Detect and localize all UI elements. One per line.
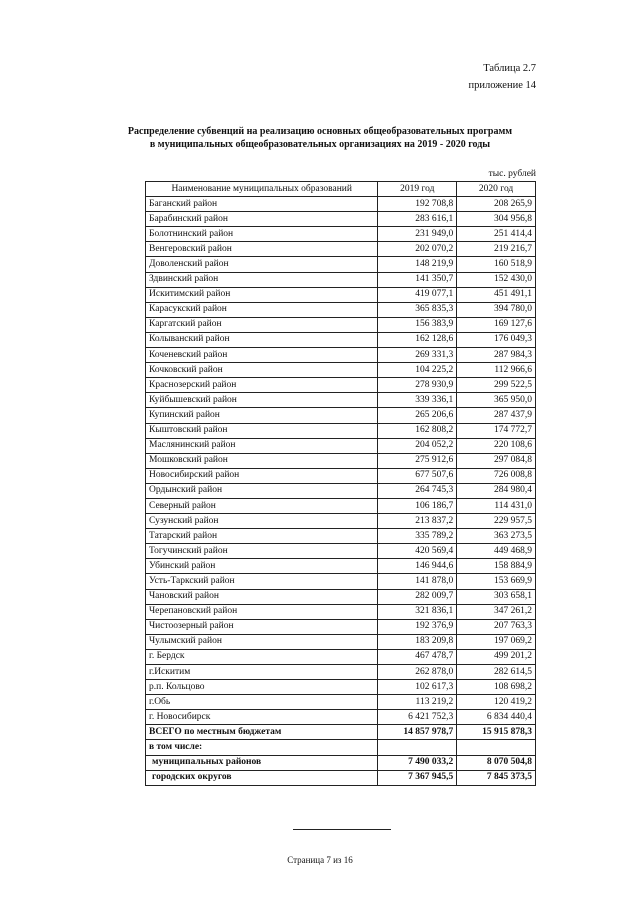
cell-name: Черепановский район (146, 604, 378, 619)
cell-2020: 114 431,0 (457, 498, 536, 513)
cell-name: Колыванский район (146, 332, 378, 347)
table-row (146, 423, 536, 438)
table-row (146, 363, 536, 378)
cell-2020: 174 772,7 (457, 423, 536, 438)
cell-name: г. Новосибирск (146, 710, 378, 725)
table-row (146, 197, 536, 212)
table-row (146, 332, 536, 347)
cell-2020: 207 763,3 (457, 619, 536, 634)
cell-name: Краснозерский район (146, 378, 378, 393)
table-row (146, 438, 536, 453)
document-title (110, 125, 530, 151)
cell-2020 (457, 740, 536, 755)
cell-2020: 153 669,9 (457, 574, 536, 589)
table-row (146, 634, 536, 649)
cell-name: Карасукский район (146, 302, 378, 317)
table-row (146, 378, 536, 393)
column-header-2020: 2020 год (457, 182, 536, 197)
cell-name: Кыштовский район (146, 423, 378, 438)
cell-2020: 282 614,5 (457, 665, 536, 680)
cell-2020: 108 698,2 (457, 680, 536, 695)
cell-2020: 6 834 440,4 (457, 710, 536, 725)
table-row (146, 272, 536, 287)
cell-2020: 197 069,2 (457, 634, 536, 649)
cell-2019: 7 367 945,5 (378, 770, 457, 785)
cell-name: Баганский район (146, 197, 378, 212)
cell-2019: 7 490 033,2 (378, 755, 457, 770)
table-row (146, 544, 536, 559)
cell-2019: 282 009,7 (378, 589, 457, 604)
page-number: Страница 7 из 16 (287, 855, 353, 865)
cell-name: Убинский район (146, 559, 378, 574)
cell-2020: 160 518,9 (457, 257, 536, 272)
cell-name: г.Искитим (146, 665, 378, 680)
cell-name: муниципальных районов (146, 755, 378, 770)
cell-name: Купинский район (146, 408, 378, 423)
table-row (146, 408, 536, 423)
table-header-row (146, 182, 536, 197)
cell-2019: 102 617,3 (378, 680, 457, 695)
cell-2020: 363 273,5 (457, 529, 536, 544)
table-row (146, 453, 536, 468)
table-row (146, 680, 536, 695)
cell-2019: 365 835,3 (378, 302, 457, 317)
cell-name: Искитимский район (146, 287, 378, 302)
cell-name: ВСЕГО по местным бюджетам (146, 725, 378, 740)
cell-2019 (378, 740, 457, 755)
cell-name: Венгеровский район (146, 242, 378, 257)
cell-name: Кочковский район (146, 363, 378, 378)
cell-2019: 202 070,2 (378, 242, 457, 257)
cell-2020: 287 984,3 (457, 348, 536, 363)
cell-2020: 120 419,2 (457, 695, 536, 710)
cell-2019: 419 077,1 (378, 287, 457, 302)
cell-2020: 208 265,9 (457, 197, 536, 212)
cell-2019: 106 186,7 (378, 498, 457, 513)
cell-name: Чановский район (146, 589, 378, 604)
cell-2019: 264 745,3 (378, 483, 457, 498)
appendix-label: приложение 14 (468, 80, 536, 91)
cell-name: г. Бердск (146, 649, 378, 664)
table-row (146, 393, 536, 408)
cell-2019: 467 478,7 (378, 649, 457, 664)
cell-2019: 6 421 752,3 (378, 710, 457, 725)
cell-name: Каргатский район (146, 317, 378, 332)
table-row (146, 619, 536, 634)
table-row (146, 257, 536, 272)
cell-2020: 251 414,4 (457, 227, 536, 242)
cell-2019: 321 836,1 (378, 604, 457, 619)
cell-2019: 262 878,0 (378, 665, 457, 680)
cell-name: Куйбышевский район (146, 393, 378, 408)
cell-name: Усть-Таркский район (146, 574, 378, 589)
cell-2020: 297 084,8 (457, 453, 536, 468)
table-row (146, 529, 536, 544)
cell-2019: 141 350,7 (378, 272, 457, 287)
cell-name: Новосибирский район (146, 468, 378, 483)
cell-2020: 229 957,5 (457, 514, 536, 529)
cell-2020: 347 261,2 (457, 604, 536, 619)
including-row (146, 740, 536, 755)
cell-2020: 394 780,0 (457, 302, 536, 317)
subtotal-row (146, 770, 536, 785)
cell-2020: 284 980,4 (457, 483, 536, 498)
cell-2020: 8 070 504,8 (457, 755, 536, 770)
table-row (146, 574, 536, 589)
total-row (146, 725, 536, 740)
cell-2019: 213 837,2 (378, 514, 457, 529)
cell-2019: 269 331,3 (378, 348, 457, 363)
cell-2019: 275 912,6 (378, 453, 457, 468)
cell-2020: 451 491,1 (457, 287, 536, 302)
cell-2019: 278 930,9 (378, 378, 457, 393)
cell-2019: 104 225,2 (378, 363, 457, 378)
subsidy-table (145, 181, 536, 786)
table-row (146, 227, 536, 242)
cell-2020: 499 201,2 (457, 649, 536, 664)
cell-name: р.п. Кольцово (146, 680, 378, 695)
table-row (146, 665, 536, 680)
cell-name: в том числе: (146, 740, 378, 755)
cell-2020: 15 915 878,3 (457, 725, 536, 740)
cell-2019: 283 616,1 (378, 212, 457, 227)
cell-2019: 677 507,6 (378, 468, 457, 483)
cell-2020: 219 216,7 (457, 242, 536, 257)
cell-2019: 14 857 978,7 (378, 725, 457, 740)
cell-name: Доволенский район (146, 257, 378, 272)
table-row (146, 514, 536, 529)
cell-2020: 303 658,1 (457, 589, 536, 604)
subtotal-row (146, 755, 536, 770)
cell-name: Чистоозерный район (146, 619, 378, 634)
cell-2019: 113 219,2 (378, 695, 457, 710)
table-row (146, 212, 536, 227)
cell-2020: 304 956,8 (457, 212, 536, 227)
cell-2019: 146 944,6 (378, 559, 457, 574)
cell-2019: 335 789,2 (378, 529, 457, 544)
footer-rule (293, 829, 391, 830)
title-line-2: в муниципальных общеобразовательных организациях на 2019 - 2020 годы (149, 139, 491, 150)
cell-2019: 192 376,9 (378, 619, 457, 634)
cell-2019: 148 219,9 (378, 257, 457, 272)
cell-2019: 231 949,0 (378, 227, 457, 242)
cell-name: Коченевский район (146, 348, 378, 363)
table-row (146, 710, 536, 725)
cell-2020: 158 884,9 (457, 559, 536, 574)
table-row (146, 302, 536, 317)
cell-2019: 162 128,6 (378, 332, 457, 347)
cell-2019: 156 383,9 (378, 317, 457, 332)
table-number: Таблица 2.7 (483, 63, 536, 74)
cell-name: городских округов (146, 770, 378, 785)
cell-2019: 204 052,2 (378, 438, 457, 453)
table-row (146, 468, 536, 483)
cell-name: Ордынский район (146, 483, 378, 498)
cell-2020: 152 430,0 (457, 272, 536, 287)
cell-name: Татарский район (146, 529, 378, 544)
cell-2020: 449 468,9 (457, 544, 536, 559)
column-header-name: Наименование муниципальных образований (146, 182, 378, 197)
cell-name: Здвинский район (146, 272, 378, 287)
table-row (146, 287, 536, 302)
cell-2020: 169 127,6 (457, 317, 536, 332)
cell-2020: 365 950,0 (457, 393, 536, 408)
units-label: тыс. рублей (488, 169, 536, 179)
cell-name: г.Обь (146, 695, 378, 710)
cell-2019: 265 206,6 (378, 408, 457, 423)
cell-2020: 7 845 373,5 (457, 770, 536, 785)
table-row (146, 589, 536, 604)
table-row (146, 604, 536, 619)
cell-name: Чулымский район (146, 634, 378, 649)
cell-name: Болотнинский район (146, 227, 378, 242)
table-row (146, 498, 536, 513)
table-row (146, 483, 536, 498)
cell-2020: 287 437,9 (457, 408, 536, 423)
cell-name: Барабинский район (146, 212, 378, 227)
cell-2020: 220 108,6 (457, 438, 536, 453)
table-row (146, 559, 536, 574)
cell-2020: 299 522,5 (457, 378, 536, 393)
cell-2019: 162 808,2 (378, 423, 457, 438)
table-row (146, 695, 536, 710)
table-body (146, 197, 536, 786)
cell-2019: 192 708,8 (378, 197, 457, 212)
table-row (146, 649, 536, 664)
cell-2020: 112 966,6 (457, 363, 536, 378)
cell-name: Сузунский район (146, 514, 378, 529)
cell-name: Маслянинский район (146, 438, 378, 453)
cell-2019: 141 878,0 (378, 574, 457, 589)
cell-2019: 339 336,1 (378, 393, 457, 408)
cell-name: Тогучинский район (146, 544, 378, 559)
cell-name: Северный район (146, 498, 378, 513)
table-row (146, 242, 536, 257)
cell-name: Мошковский район (146, 453, 378, 468)
cell-2020: 176 049,3 (457, 332, 536, 347)
cell-2019: 420 569,4 (378, 544, 457, 559)
cell-2019: 183 209,8 (378, 634, 457, 649)
title-line-1: Распределение субвенций на реализацию основных общеобразовательных программ (127, 126, 513, 137)
table-row (146, 317, 536, 332)
table-row (146, 348, 536, 363)
cell-2020: 726 008,8 (457, 468, 536, 483)
column-header-2019: 2019 год (378, 182, 457, 197)
